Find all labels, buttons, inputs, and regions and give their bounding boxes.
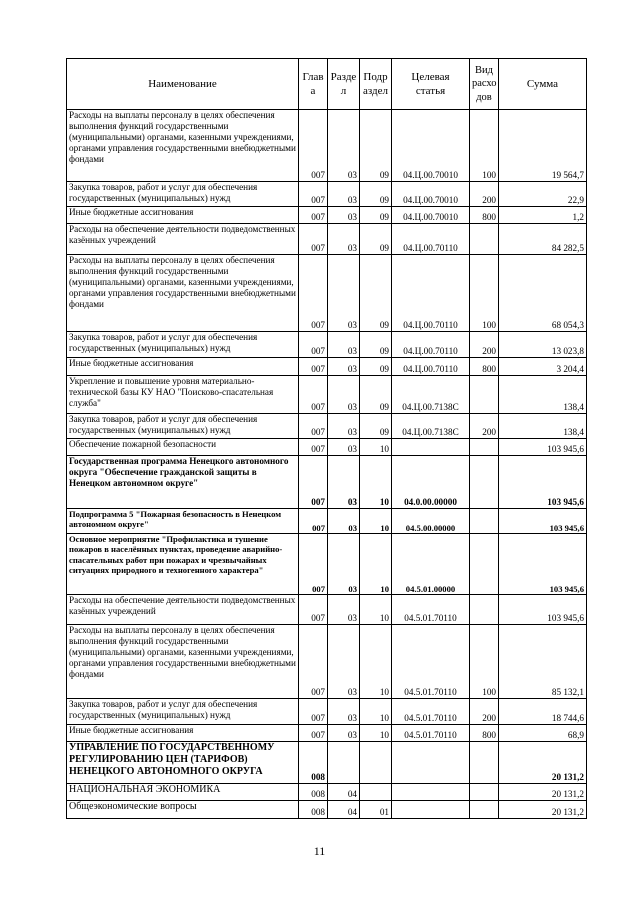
cell-target: 04.Ц.00.7138С: [392, 414, 470, 439]
header-vid: Вид расхо дов: [470, 59, 499, 110]
cell-glava: 007: [299, 182, 328, 207]
cell-name: Укрепление и повышение уровня материально-технической базы КУ НАО "Поисково-спасательная служба": [67, 376, 299, 414]
cell-name: Расходы на обеспечение деятельности подведомственных казённых учреждений: [67, 595, 299, 625]
cell-sum: 68 054,3: [499, 255, 587, 332]
table-row: [67, 207, 587, 224]
cell-razdel: 03: [328, 332, 360, 358]
cell-sum: 20 131,2: [499, 784, 587, 801]
cell-target: [392, 801, 470, 819]
cell-podrazdel: 10: [360, 509, 392, 534]
cell-podrazdel: 10: [360, 595, 392, 625]
cell-sum: 103 945,6: [499, 534, 587, 595]
cell-vid: 200: [470, 699, 499, 725]
table-row: [67, 110, 587, 182]
table-row: [67, 595, 587, 625]
cell-name: УПРАВЛЕНИЕ ПО ГОСУДАРСТВЕННОМУ РЕГУЛИРОВАНИЮ ЦЕН (ТАРИФОВ) НЕНЕЦКОГО АВТОНОМНОГО ОКРУГА: [67, 742, 299, 784]
cell-target: [392, 439, 470, 456]
cell-sum: 68,9: [499, 725, 587, 742]
cell-podrazdel: 10: [360, 699, 392, 725]
table-row: [67, 699, 587, 725]
cell-glava: 007: [299, 332, 328, 358]
cell-target: 04.Ц.00.70110: [392, 255, 470, 332]
table-row: [67, 509, 587, 534]
cell-sum: 103 945,6: [499, 509, 587, 534]
table-row: [67, 439, 587, 456]
cell-target: 04.5.00.00000: [392, 509, 470, 534]
table-row: [67, 725, 587, 742]
cell-sum: 138,4: [499, 414, 587, 439]
header-name: Наименование: [67, 59, 299, 110]
cell-podrazdel: 09: [360, 358, 392, 376]
cell-vid: 200: [470, 414, 499, 439]
cell-vid: [470, 534, 499, 595]
header-sum: Сумма: [499, 59, 587, 110]
cell-razdel: 03: [328, 595, 360, 625]
cell-sum: 18 744,6: [499, 699, 587, 725]
cell-name: Закупка товаров, работ и услуг для обеспечения государственных (муниципальных) нужд: [67, 182, 299, 207]
cell-podrazdel: 09: [360, 376, 392, 414]
cell-razdel: 03: [328, 625, 360, 699]
page-number: 11: [313, 844, 326, 858]
table-row: [67, 534, 587, 595]
cell-name: Расходы на обеспечение деятельности подведомственных казённых учреждений: [67, 224, 299, 255]
cell-target: [392, 742, 470, 784]
cell-target: 04.5.01.70110: [392, 625, 470, 699]
cell-glava: 008: [299, 784, 328, 801]
cell-glava: 007: [299, 207, 328, 224]
cell-razdel: 03: [328, 414, 360, 439]
cell-razdel: 03: [328, 534, 360, 595]
cell-sum: 13 023,8: [499, 332, 587, 358]
cell-sum: 19 564,7: [499, 110, 587, 182]
cell-vid: [470, 224, 499, 255]
cell-sum: 138,4: [499, 376, 587, 414]
cell-target: 04.5.01.70110: [392, 595, 470, 625]
cell-vid: [470, 456, 499, 509]
cell-sum: 20 131,2: [499, 801, 587, 819]
cell-glava: 007: [299, 224, 328, 255]
cell-razdel: 04: [328, 784, 360, 801]
budget-table: [66, 58, 587, 819]
cell-name: Расходы на выплаты персоналу в целях обеспечения выполнения функций государственными (муниципальными) органами, казенными учреждениями, органами управления государственными внебюджетными фондами: [67, 255, 299, 332]
cell-target: 04.Ц.00.70010: [392, 110, 470, 182]
cell-razdel: 03: [328, 456, 360, 509]
table-row: [67, 742, 587, 784]
cell-glava: 007: [299, 625, 328, 699]
cell-razdel: 03: [328, 509, 360, 534]
cell-vid: 100: [470, 625, 499, 699]
cell-target: 04.5.01.70110: [392, 725, 470, 742]
cell-razdel: 03: [328, 255, 360, 332]
cell-sum: 103 945,6: [499, 595, 587, 625]
cell-vid: 200: [470, 332, 499, 358]
cell-razdel: 03: [328, 224, 360, 255]
table-row: [67, 332, 587, 358]
cell-podrazdel: 09: [360, 182, 392, 207]
cell-razdel: 03: [328, 725, 360, 742]
table-row: [67, 376, 587, 414]
table-row: [67, 801, 587, 819]
cell-podrazdel: 09: [360, 414, 392, 439]
cell-vid: 200: [470, 182, 499, 207]
cell-sum: 20 131,2: [499, 742, 587, 784]
header-podrazdel: Подр аздел: [360, 59, 392, 110]
cell-razdel: 03: [328, 207, 360, 224]
cell-podrazdel: 09: [360, 255, 392, 332]
cell-vid: [470, 439, 499, 456]
cell-podrazdel: 09: [360, 332, 392, 358]
cell-sum: 103 945,6: [499, 439, 587, 456]
cell-razdel: 03: [328, 699, 360, 725]
cell-name: Закупка товаров, работ и услуг для обеспечения государственных (муниципальных) нужд: [67, 699, 299, 725]
header-glava: Глав а: [299, 59, 328, 110]
cell-name: Иные бюджетные ассигнования: [67, 358, 299, 376]
table-row: [67, 456, 587, 509]
header-row: [67, 59, 587, 110]
cell-name: Иные бюджетные ассигнования: [67, 207, 299, 224]
cell-target: 04.Ц.00.70110: [392, 224, 470, 255]
cell-vid: [470, 509, 499, 534]
table-row: [67, 255, 587, 332]
cell-glava: 007: [299, 456, 328, 509]
cell-glava: 008: [299, 801, 328, 819]
cell-name: Закупка товаров, работ и услуг для обеспечения государственных (муниципальных) нужд: [67, 332, 299, 358]
table-row: [67, 224, 587, 255]
cell-sum: 84 282,5: [499, 224, 587, 255]
cell-podrazdel: [360, 742, 392, 784]
table-row: [67, 625, 587, 699]
cell-glava: 007: [299, 414, 328, 439]
cell-target: 04.Ц.00.7138С: [392, 376, 470, 414]
cell-name: Государственная программа Ненецкого автономного округа "Обеспечение гражданской защиты в Ненецком автономном округе": [67, 456, 299, 509]
cell-sum: 22,9: [499, 182, 587, 207]
cell-podrazdel: 01: [360, 801, 392, 819]
cell-glava: 007: [299, 725, 328, 742]
cell-razdel: 03: [328, 110, 360, 182]
table-row: [67, 358, 587, 376]
table-row: [67, 182, 587, 207]
cell-vid: [470, 742, 499, 784]
cell-sum: 85 132,1: [499, 625, 587, 699]
header-target: Целевая статья: [392, 59, 470, 110]
cell-glava: 007: [299, 439, 328, 456]
cell-podrazdel: [360, 784, 392, 801]
cell-target: 04.Ц.00.70010: [392, 182, 470, 207]
table-row: [67, 784, 587, 801]
cell-podrazdel: 09: [360, 110, 392, 182]
cell-name: Расходы на выплаты персоналу в целях обеспечения выполнения функций государственными (муниципальными) органами, казенными учреждениями, органами управления государственными внебюджетными фондами: [67, 110, 299, 182]
cell-vid: [470, 376, 499, 414]
cell-name: Обеспечение пожарной безопасности: [67, 439, 299, 456]
cell-podrazdel: 10: [360, 725, 392, 742]
cell-podrazdel: 09: [360, 207, 392, 224]
cell-name: Иные бюджетные ассигнования: [67, 725, 299, 742]
cell-name: Подпрограмма 5 "Пожарная безопасность в Ненецком автономном округе": [67, 509, 299, 534]
cell-target: 04.Ц.00.70010: [392, 207, 470, 224]
cell-razdel: 04: [328, 801, 360, 819]
cell-sum: 3 204,4: [499, 358, 587, 376]
cell-vid: 800: [470, 207, 499, 224]
cell-podrazdel: 10: [360, 534, 392, 595]
cell-name: Расходы на выплаты персоналу в целях обеспечения выполнения функций государственными (муниципальными) органами, казенными учреждениями, органами управления государственными внебюджетными фондами: [67, 625, 299, 699]
cell-name: НАЦИОНАЛЬНАЯ ЭКОНОМИКА: [67, 784, 299, 801]
table-body: [67, 110, 587, 819]
cell-razdel: 03: [328, 439, 360, 456]
cell-glava: 008: [299, 742, 328, 784]
cell-sum: 1,2: [499, 207, 587, 224]
cell-target: 04.5.01.00000: [392, 534, 470, 595]
cell-vid: 800: [470, 725, 499, 742]
cell-target: 04.5.01.70110: [392, 699, 470, 725]
cell-vid: 100: [470, 110, 499, 182]
cell-podrazdel: 10: [360, 625, 392, 699]
cell-podrazdel: 10: [360, 439, 392, 456]
cell-glava: 007: [299, 534, 328, 595]
cell-target: 04.0.00.00000: [392, 456, 470, 509]
cell-vid: 100: [470, 255, 499, 332]
cell-podrazdel: 10: [360, 456, 392, 509]
cell-target: 04.Ц.00.70110: [392, 358, 470, 376]
cell-glava: 007: [299, 255, 328, 332]
cell-glava: 007: [299, 358, 328, 376]
cell-glava: 007: [299, 110, 328, 182]
table-header: [67, 59, 587, 110]
cell-razdel: [328, 742, 360, 784]
cell-name: Основное мероприятие "Профилактика и тушение пожаров в населённых пунктах, проведение аварийно-спасательных работ при пожарах и чрезвычайных ситуациях природного и техногенного характера": [67, 534, 299, 595]
cell-razdel: 03: [328, 358, 360, 376]
cell-glava: 007: [299, 376, 328, 414]
cell-name: Общеэкономические вопросы: [67, 801, 299, 819]
header-razdel: Разде л: [328, 59, 360, 110]
cell-name: Закупка товаров, работ и услуг для обеспечения государственных (муниципальных) нужд: [67, 414, 299, 439]
cell-sum: 103 945,6: [499, 456, 587, 509]
cell-target: [392, 784, 470, 801]
cell-vid: [470, 801, 499, 819]
cell-glava: 007: [299, 509, 328, 534]
cell-glava: 007: [299, 595, 328, 625]
table-row: [67, 414, 587, 439]
cell-glava: 007: [299, 699, 328, 725]
cell-vid: [470, 784, 499, 801]
cell-target: 04.Ц.00.70110: [392, 332, 470, 358]
cell-vid: 800: [470, 358, 499, 376]
cell-podrazdel: 09: [360, 224, 392, 255]
cell-razdel: 03: [328, 182, 360, 207]
cell-razdel: 03: [328, 376, 360, 414]
cell-vid: [470, 595, 499, 625]
